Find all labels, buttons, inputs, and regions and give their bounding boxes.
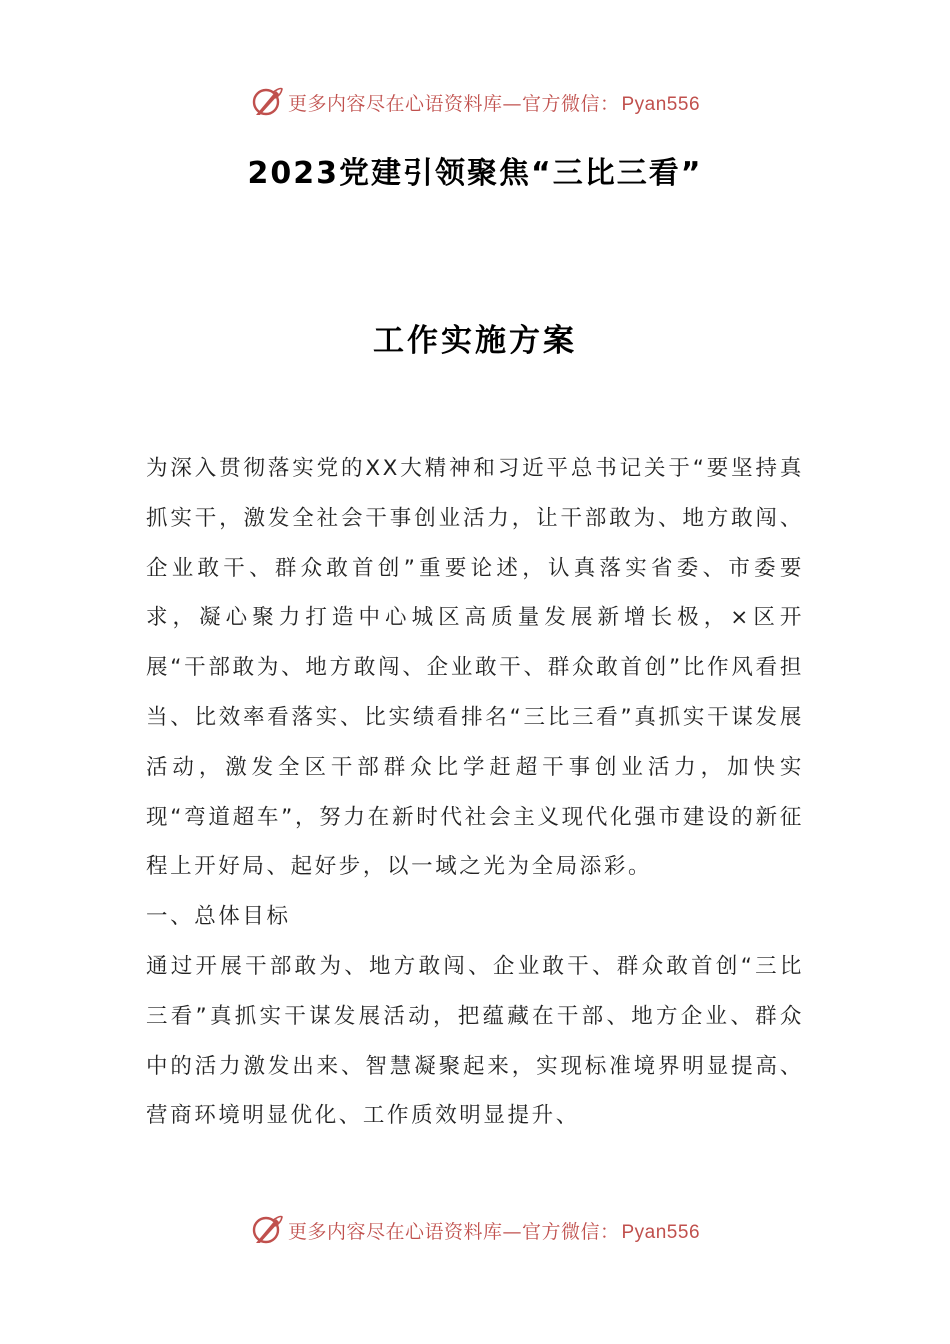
section-paragraph: 通过开展干部敢为、地方敢闯、企业敢干、群众敢首创“三比三看”真抓实干谋发展活动，把蕴藏在干部、地方企业、群众中的活力激发出来、智慧凝聚起来，实现标准境界明显提高、营商环境明显优化、工作质效明显提升、 <box>146 953 804 1129</box>
section-heading: 一、总体目标 <box>146 904 291 930</box>
watermark-banner-bottom <box>0 1210 950 1250</box>
watermark-handle: Pyan556 <box>621 1221 701 1243</box>
document-title: 2023党建引领聚焦“三比三看” <box>247 156 703 191</box>
watermark-label: 更多内容尽在心语资料库—官方微信： <box>287 1220 620 1243</box>
watermark-text <box>288 89 700 116</box>
watermark-label: 更多内容尽在心语资料库—官方微信： <box>287 92 620 115</box>
watermark-banner-top <box>0 82 950 122</box>
watermark-text <box>288 1217 700 1244</box>
quill-logo-icon <box>250 1213 284 1247</box>
document-body <box>146 444 804 1141</box>
quill-logo-icon <box>250 85 284 119</box>
intro-paragraph: 为深入贯彻落实党的XX大精神和习近平总书记关于“要坚持真抓实干，激发全社会干事创业活力，让干部敢为、地方敢闯、企业敢干、群众敢首创”重要论述，认真落实省委、市委要求，凝心聚力打造中心城区高质量发展新增长极，×区开展“干部敢为、地方敢闯、企业敢干、群众敢首创”比作风看担当、比效率看落实、比实绩看排名“三比三看”真抓实干谋发展活动，激发全区干部群众比学赶超干事创业活力，加快实现“弯道超车”，努力在新时代社会主义现代化强市建设的新征程上开好局、起好步，以一域之光为全局添彩。 <box>146 456 804 880</box>
document-subtitle: 工作实施方案 <box>373 323 577 359</box>
watermark-handle: Pyan556 <box>621 93 701 115</box>
